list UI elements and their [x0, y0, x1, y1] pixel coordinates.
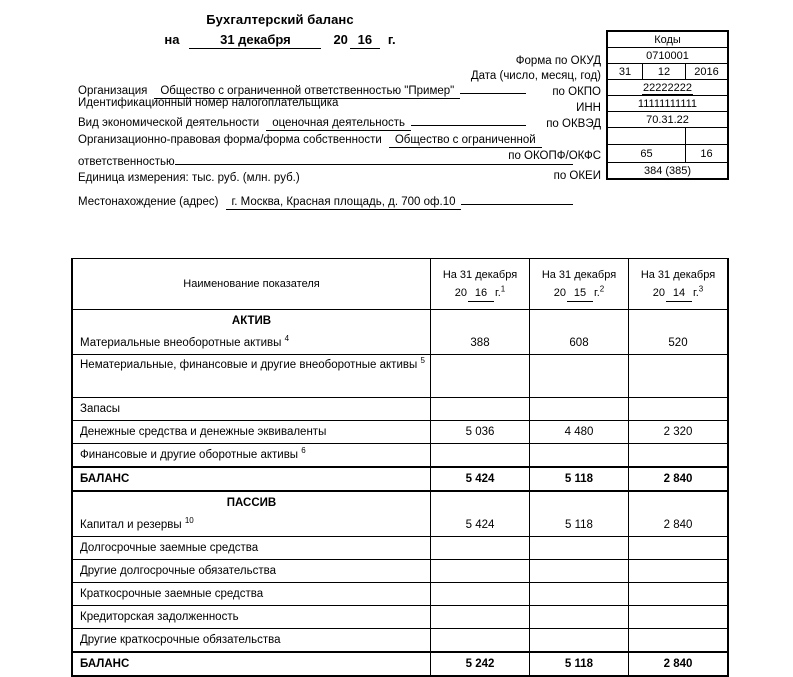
okei-value: 384 (385) — [607, 163, 728, 180]
address-value: г. Москва, Красная площадь, д. 700 оф.10 — [226, 196, 462, 210]
column-header-year-1-line2 — [431, 285, 529, 302]
codes-row-okved — [607, 112, 728, 128]
row-note: 5 — [420, 356, 425, 366]
row-value-y1 — [431, 537, 530, 560]
column-header-name: Наименование показателя — [72, 259, 431, 310]
row-label — [72, 514, 431, 537]
row-value-y3 — [629, 583, 729, 606]
col1-year-prefix: 20 — [454, 286, 468, 299]
organization-value: Общество с ограниченной ответственностью "Пример" — [154, 85, 460, 99]
okopf-value-a: 65 — [607, 145, 686, 163]
okopf-spacer-left — [607, 128, 686, 145]
row-label-text: Другие долгосрочные обязательства — [80, 565, 277, 577]
table-row — [72, 629, 728, 653]
asset-total-y2: 5 118 — [530, 467, 629, 491]
liability-total-row — [72, 652, 728, 676]
year-unit-label: г. — [387, 32, 396, 47]
row-value-y1 — [431, 560, 530, 583]
codes-row-okpo — [607, 80, 728, 96]
liability-total-label: БАЛАНС — [72, 652, 431, 676]
label-okei: по ОКЕИ — [553, 170, 601, 182]
col2-year-prefix: 20 — [553, 286, 567, 299]
row-label-text: Нематериальные, финансовые и другие внеоборотные активы — [80, 359, 418, 371]
row-note: 6 — [301, 446, 306, 456]
table-row — [72, 421, 728, 444]
row-label — [72, 398, 431, 421]
report-date-value: 31 декабря — [189, 32, 321, 49]
row-value-y3: 2 320 — [629, 421, 729, 444]
row-value-y3 — [629, 444, 729, 468]
column-header-year-1-line1: На 31 декабря — [442, 268, 518, 281]
codes-header-cell: Коды — [607, 31, 728, 48]
codes-row-date — [607, 64, 728, 80]
row-label — [72, 560, 431, 583]
col3-year-prefix: 20 — [652, 286, 666, 299]
row-value-y2 — [530, 606, 629, 629]
row-value-y1: 5 036 — [431, 421, 530, 444]
label-okopf: по ОКОПФ/ОКФС — [508, 150, 601, 162]
report-year-value: 16 — [350, 32, 380, 49]
table-row — [72, 583, 728, 606]
okopf-spacer-right — [686, 128, 729, 145]
date-month-value: 12 — [643, 64, 686, 80]
codes-row-spacer — [607, 128, 728, 145]
table-row — [72, 355, 728, 398]
row-label — [72, 444, 431, 468]
asset-section-label: АКТИВ — [72, 310, 431, 333]
row-value-y2: 4 480 — [530, 421, 629, 444]
column-header-year-3-line1: На 31 декабря — [640, 268, 716, 281]
row-label-text: Кредиторская задолженность — [80, 611, 239, 623]
label-okud: Форма по ОКУД — [515, 55, 601, 67]
year-prefix-label: 20 — [333, 32, 348, 47]
okopf-value-b: 16 — [686, 145, 729, 163]
row-value-y2 — [530, 398, 629, 421]
col3-unit: г. — [693, 286, 699, 299]
label-inn: ИНН — [576, 102, 601, 114]
row-value-y3 — [629, 560, 729, 583]
row-value-y2 — [530, 537, 629, 560]
liability-total-y3: 2 840 — [629, 652, 729, 676]
col2-year: 15 — [567, 285, 593, 302]
okpo-value: 22222222 — [643, 81, 692, 94]
okved-rule — [411, 113, 526, 126]
col3-year: 14 — [666, 285, 692, 302]
row-value-y3 — [629, 537, 729, 560]
row-label — [72, 583, 431, 606]
row-value-y2 — [530, 583, 629, 606]
asset-section-blank-3 — [629, 310, 729, 333]
row-value-y2: 608 — [530, 332, 629, 355]
liability-section-blank-3 — [629, 491, 729, 514]
liability-section-blank-1 — [431, 491, 530, 514]
table-row — [72, 514, 728, 537]
asset-total-row — [72, 467, 728, 491]
column-header-year-2 — [530, 259, 629, 310]
col2-unit: г. — [594, 286, 600, 299]
balance-table — [71, 258, 729, 677]
row-value-y1: 388 — [431, 332, 530, 355]
row-value-y3: 520 — [629, 332, 729, 355]
table-header-row — [72, 259, 728, 310]
okud-value: 0710001 — [607, 48, 728, 64]
legal-form-row — [78, 134, 573, 148]
asset-section-blank-2 — [530, 310, 629, 333]
okved-value: 70.31.22 — [607, 112, 728, 128]
liability-section-blank-2 — [530, 491, 629, 514]
document-title-block — [0, 12, 560, 49]
date-day-value: 31 — [607, 64, 643, 80]
liability-total-y1: 5 242 — [431, 652, 530, 676]
row-label — [72, 606, 431, 629]
column-header-year-3 — [629, 259, 729, 310]
okpo-value-cell — [607, 80, 728, 96]
legal-form-rule — [175, 152, 573, 165]
liability-section-label: ПАССИВ — [72, 491, 431, 514]
liability-total-y2: 5 118 — [530, 652, 629, 676]
organization-rule — [460, 81, 526, 94]
codes-row-okud — [607, 48, 728, 64]
unit-of-measure-label: Единица измерения: тыс. руб. (млн. руб.) — [78, 172, 300, 184]
column-header-year-2-line1: На 31 декабря — [541, 268, 617, 281]
codes-header-row — [607, 31, 728, 48]
liability-section-row — [72, 491, 728, 514]
table-row — [72, 332, 728, 355]
row-value-y1 — [431, 583, 530, 606]
codes-row-okei — [607, 163, 728, 180]
date-year-value: 2016 — [686, 64, 729, 80]
okved-row — [78, 113, 526, 131]
table-row — [72, 444, 728, 468]
row-note: 4 — [284, 334, 290, 344]
col3-note: 3 — [698, 283, 704, 293]
table-row — [72, 606, 728, 629]
row-label — [72, 355, 431, 398]
legal-form-continuation-row — [78, 152, 573, 168]
codes-row-inn — [607, 96, 728, 112]
inn-label-row: Идентификационный номер налогоплательщика — [78, 97, 339, 109]
row-value-y3 — [629, 398, 729, 421]
asset-section-blank-1 — [431, 310, 530, 333]
row-label-text: Краткосрочные заемные средства — [80, 588, 264, 600]
row-value-y1: 5 424 — [431, 514, 530, 537]
row-note: 10 — [184, 516, 194, 526]
row-label-text: Запасы — [80, 403, 120, 415]
legal-form-value-cont: ответственностью — [78, 156, 175, 168]
asset-total-y3: 2 840 — [629, 467, 729, 491]
row-label-text: Долгосрочные заемные средства — [80, 542, 259, 554]
row-value-y1 — [431, 629, 530, 653]
report-date-line — [0, 32, 560, 49]
row-value-y1 — [431, 398, 530, 421]
row-value-y2 — [530, 444, 629, 468]
asset-total-y1: 5 424 — [431, 467, 530, 491]
row-value-y2: 5 118 — [530, 514, 629, 537]
row-value-y3 — [629, 355, 729, 398]
row-label-text: Капитал и резервы — [80, 519, 182, 531]
codes-row-okopf — [607, 145, 728, 163]
label-date: Дата (число, месяц, год) — [470, 70, 601, 82]
col1-year: 16 — [468, 285, 494, 302]
page-title: Бухгалтерский баланс — [206, 12, 354, 27]
legal-form-value: Общество с ограниченной — [389, 134, 542, 148]
col2-note: 2 — [599, 283, 605, 293]
label-okpo: по ОКПО — [552, 86, 601, 98]
column-header-year-3-line2 — [629, 285, 727, 302]
inn-value: 11111111111 — [607, 96, 728, 112]
column-header-year-2-line2 — [530, 285, 628, 302]
row-value-y2 — [530, 560, 629, 583]
col1-unit: г. — [495, 286, 501, 299]
date-prefix-label: на — [164, 32, 180, 47]
table-row — [72, 537, 728, 560]
address-label: Местонахождение (адрес) — [78, 196, 219, 208]
row-label — [72, 332, 431, 355]
row-value-y3 — [629, 606, 729, 629]
table-row — [72, 398, 728, 421]
row-label-text: Финансовые и другие оборотные активы — [80, 449, 299, 461]
row-value-y3: 2 840 — [629, 514, 729, 537]
row-value-y1 — [431, 355, 530, 398]
address-rule — [461, 192, 573, 205]
row-value-y2 — [530, 629, 629, 653]
row-label — [72, 421, 431, 444]
table-row — [72, 560, 728, 583]
codes-table — [606, 30, 729, 180]
row-label — [72, 537, 431, 560]
okved-value-text: оценочная деятельность — [266, 117, 411, 131]
row-label — [72, 629, 431, 653]
row-value-y1 — [431, 606, 530, 629]
okved-label: Вид экономической деятельности — [78, 117, 260, 129]
row-label-text: Денежные средства и денежные эквиваленты — [80, 426, 327, 438]
row-label-text: Материальные внеоборотные активы — [80, 337, 282, 349]
col1-note: 1 — [500, 283, 506, 293]
row-value-y2 — [530, 355, 629, 398]
column-header-year-1 — [431, 259, 530, 310]
label-okved: по ОКВЭД — [546, 118, 601, 130]
legal-form-label: Организационно-правовая форма/форма собственности — [78, 134, 382, 146]
asset-total-label: БАЛАНС — [72, 467, 431, 491]
row-label-text: Другие краткосрочные обязательства — [80, 634, 281, 646]
asset-section-row — [72, 310, 728, 333]
address-row — [78, 192, 573, 210]
row-value-y1 — [431, 444, 530, 468]
row-value-y3 — [629, 629, 729, 653]
organization-label: Организация — [78, 85, 148, 97]
